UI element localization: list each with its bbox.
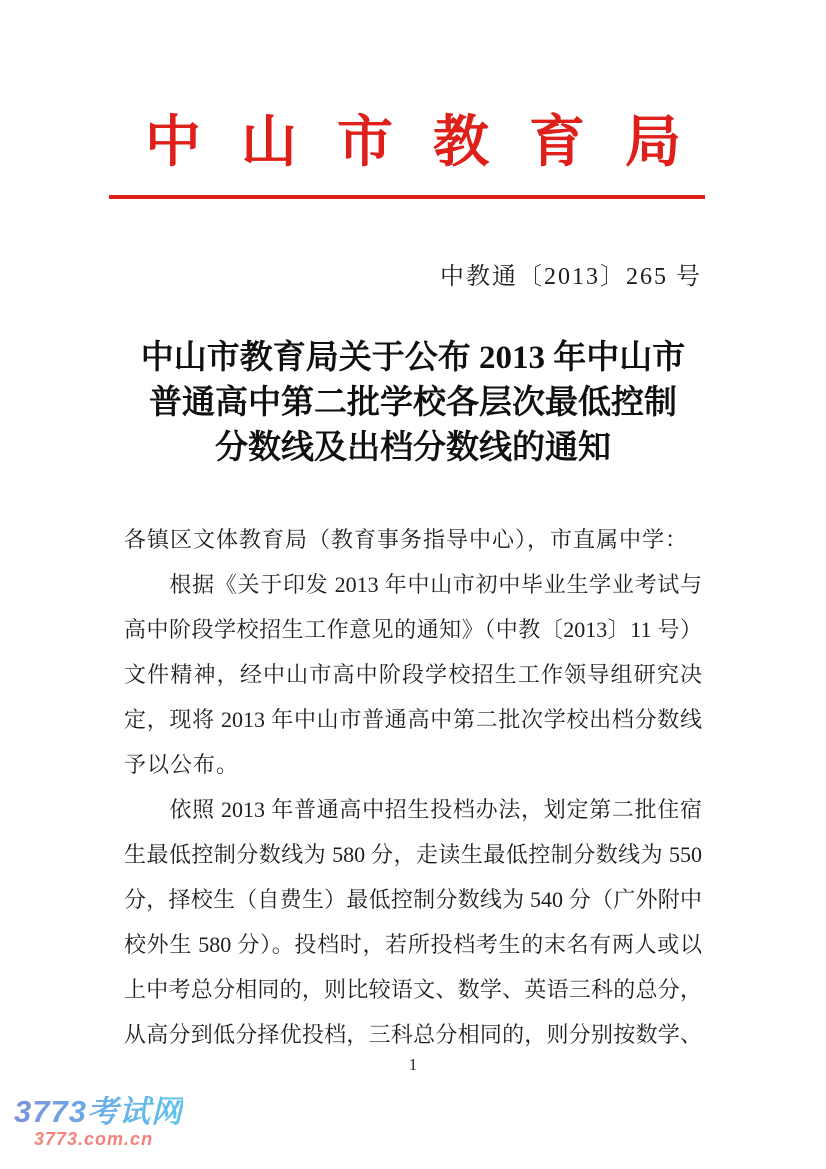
- notice-title-line-1: 中山市教育局关于公布 2013 年中山市: [140, 340, 686, 376]
- body-line: 分，择校生（自费生）最低控制分数线为 540 分（广外附中: [124, 887, 702, 912]
- body-line: 从高分到低分择优投档，三科总分相同的，则分别按数学、: [124, 1022, 702, 1047]
- notice-body: [124, 517, 702, 1057]
- notice-title: [0, 336, 826, 471]
- watermark-site-url: 3773.com.cn: [34, 1129, 154, 1149]
- body-line: 予以公布。: [124, 752, 240, 777]
- watermark-site-name: 3773考试网: [14, 1094, 183, 1129]
- agency-letterhead-title: 中山市教育局: [145, 112, 721, 174]
- notice-title-line-2: 普通高中第二批学校各层次最低控制: [149, 385, 677, 421]
- salutation-line: 各镇区文体教育局（教育事务指导中心），市直属中学：: [124, 527, 689, 552]
- body-line: 定，现将 2013 年中山市普通高中第二批次学校出档分数线: [124, 707, 702, 732]
- body-line: 依照 2013 年普通高中招生投档办法，划定第二批住宿: [124, 797, 702, 822]
- body-line: 根据《关于印发 2013 年中山市初中毕业生学业考试与: [124, 572, 702, 597]
- document-number: 中教通〔2013〕265 号: [440, 264, 702, 290]
- page-number: 1: [408, 1055, 418, 1074]
- letterhead-divider-rule: [109, 195, 705, 199]
- notice-title-line-3: 分数线及出档分数线的通知: [215, 430, 611, 466]
- site-watermark: [14, 1096, 183, 1148]
- body-line: 高中阶段学校招生工作意见的通知》（中教〔2013〕11 号）: [124, 617, 702, 642]
- body-line: 生最低控制分数线为 580 分，走读生最低控制分数线为 550: [124, 842, 702, 867]
- body-line: 校外生 580 分）。投档时，若所投档考生的末名有两人或以: [124, 932, 702, 957]
- body-line: 文件精神，经中山市高中阶段学校招生工作领导组研究决: [124, 662, 702, 687]
- body-line: 上中考总分相同的，则比较语文、数学、英语三科的总分，: [124, 977, 702, 1002]
